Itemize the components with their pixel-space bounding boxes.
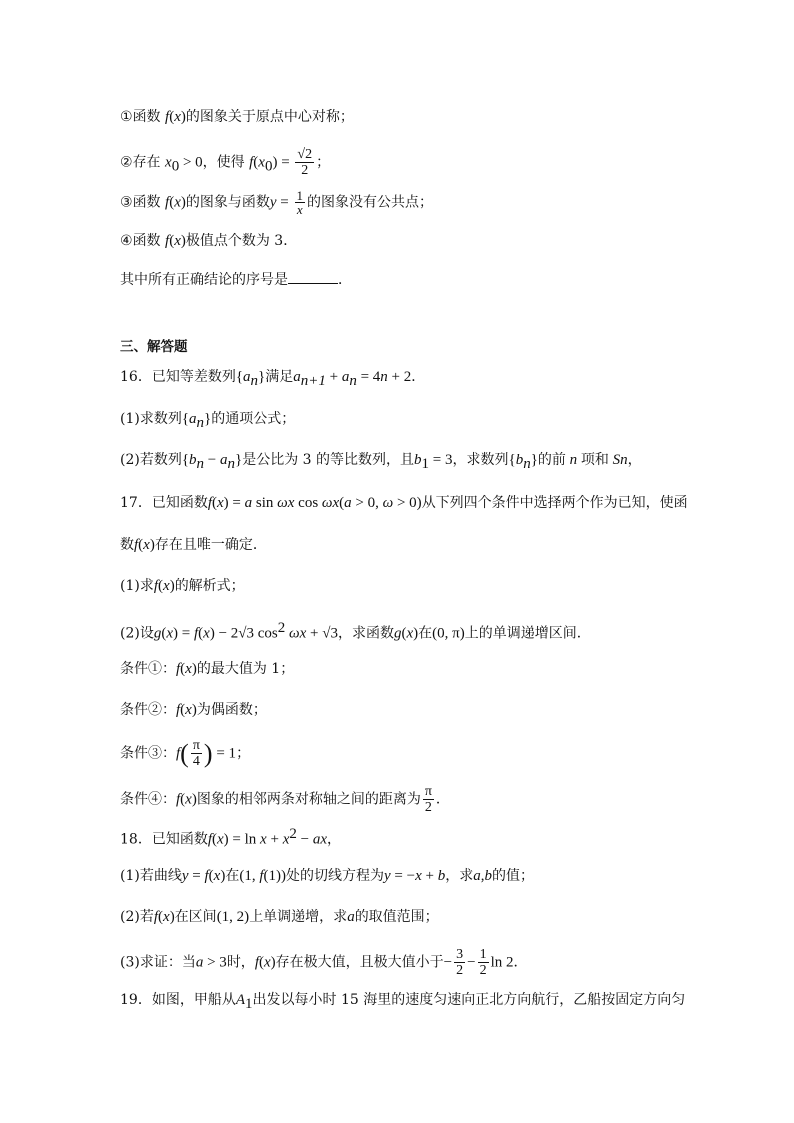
fraction-1-over-2: $\frac{1}{2}$	[479, 947, 487, 978]
q16-part1: (1)求数列$\{a_n\}$的通项公式；	[120, 411, 296, 431]
q18-part2: (2)若f(x)在区间(1, 2)上单调递增，求a的取值范围；	[120, 909, 439, 925]
fraction-pi-over-4: $\frac{\pi}{4}$	[192, 738, 200, 769]
q17-stem-line2: 数f(x)存在且唯一确定．	[120, 537, 267, 553]
q18-part3: (3)求证：当a > 3时，f(x)存在极大值，且极大值小于− $\frac{3}{2}$ − $\frac{1}{2}$ ln 2．	[120, 947, 528, 978]
statement-1: ①函数 f(x)的图象关于原点中心对称；	[120, 109, 354, 125]
fraction-sqrt2-over-2: $\frac{√2}{2}$	[297, 147, 313, 178]
q17-condition-4: 条件④：f(x)图象的相邻两条对称轴之间的距离为 $\frac{\pi}{2}$ ．	[120, 784, 450, 815]
q19-stem: 19．如图，甲船从$A_1$出发以每小时 15 海里的速度匀速向正北方向航行，乙船按固定方向匀	[120, 992, 686, 1012]
statement-3: ③函数 f(x)的图象与函数y = $\frac{1}{x}$ 的图象没有公共点；	[120, 188, 433, 217]
fraction-pi-over-2: $\frac{\pi}{2}$	[424, 784, 432, 815]
q17-condition-1: 条件①：f(x)的最大值为 1；	[120, 661, 295, 677]
statement-2: ②存在 $x_0 > 0$，使得 $f(x_0)$ = $\frac{√2}{2}$ ；	[120, 147, 331, 178]
q17-condition-2: 条件②：f(x)为偶函数；	[120, 702, 267, 718]
q17-part1: (1)求f(x)的解析式；	[120, 578, 245, 594]
q17-stem-line1: 17．已知函数f(x) = a sin ωx cos ωx(a > 0, ω > 0)从下列四个条件中选择两个作为已知，使函	[120, 495, 688, 511]
q17-condition-3: 条件③：f( $\frac{\pi}{4}$ ) = 1；	[120, 738, 251, 769]
fraction-1-over-x: $\frac{1}{x}$	[296, 188, 303, 217]
answer-blank[interactable]	[288, 269, 338, 284]
q18-stem: 18．已知函数$f(x) = \ln x + x^2$ − ax，	[120, 826, 341, 848]
q17-part2: (2)设g(x) = f(x) − 2√3 $\cos^2 \omega x + √3$，求函数g(x)在(0, π)上的单调递增区间．	[120, 620, 591, 642]
fraction-3-over-2: $\frac{3}{2}$	[456, 947, 464, 978]
q16-part2: (2)若数列$\{b_n - a_n\}$是公比为 3 的等比数列，且$b_1 = 3$，求数列$\{b_n\}$的前 n 项和 Sn，	[120, 452, 642, 472]
statement-answer: 其中所有正确结论的序号是 ．	[120, 269, 352, 290]
q16-stem: 16．已知等差数列$\{a_n\}$满足$a_{n+1} + a_n = 4n + 2$．	[120, 369, 426, 389]
q18-part1: (1)若曲线y = f(x)在(1, f(1))处的切线方程为y = −x + b，求a,b的值；	[120, 868, 534, 884]
statement-4: ④函数 f(x)极值点个数为 3．	[120, 233, 298, 249]
section-heading: 三、解答题	[120, 339, 188, 355]
